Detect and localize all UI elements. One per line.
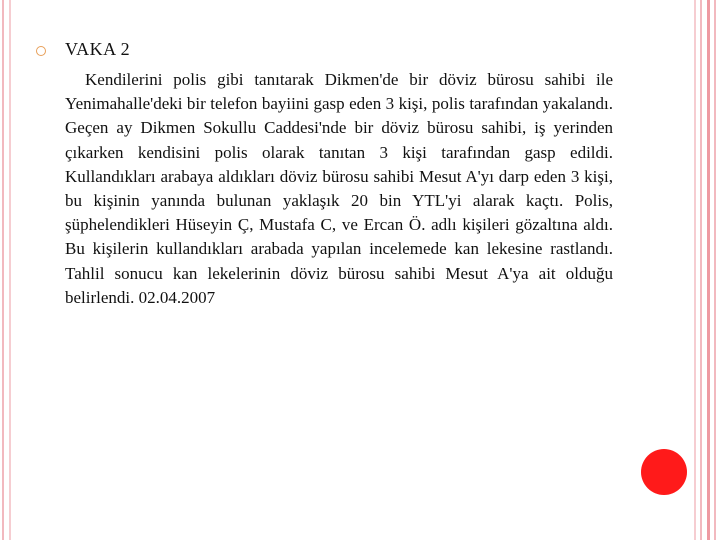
right-border-line-1 [694, 0, 696, 540]
right-border-line-4 [714, 0, 716, 540]
slide-title: VAKA 2 [65, 39, 131, 59]
right-border-line-3 [707, 0, 710, 540]
right-border-line-2 [700, 0, 702, 540]
left-border-line-outer [2, 0, 4, 540]
red-circle-icon [641, 449, 687, 495]
left-border-line-inner [9, 0, 11, 540]
bullet-icon [36, 46, 46, 56]
slide-body-text: Kendilerini polis gibi tanıtarak Dikmen'de bir döviz bürosu sahibi ile Yenimahalle'deki bir telefon bayiini gasp eden 3 kişi, polis tarafından yakalandı. Geçen ay Dikmen Sokullu Caddesi'nde bir döviz bürosu sahibi, iş yerinden çıkarken kendisini polis olarak tanıtan 3 kişi tarafından gasp edildi. Kullandıkları arabaya aldıkları döviz bürosu sahibi Mesut A'yı darp eden 3 kişi, bu kişinin yanında bulunan yaklaşık 20 bin YTL'yi alarak kaçtı. Polis, şüphelendikleri Hüseyin Ç, Mustafa C, ve Ercan Ö. adlı kişileri gözaltına aldı. Bu kişilerin kullandıkları arabada yapılan incelemede kan lekesine rastlandı. Tahlil sonucu kan lekelerinin döviz bürosu sahibi Mesut A'ya ait olduğu belirlendi. 02.04.2007 [65, 70, 613, 307]
